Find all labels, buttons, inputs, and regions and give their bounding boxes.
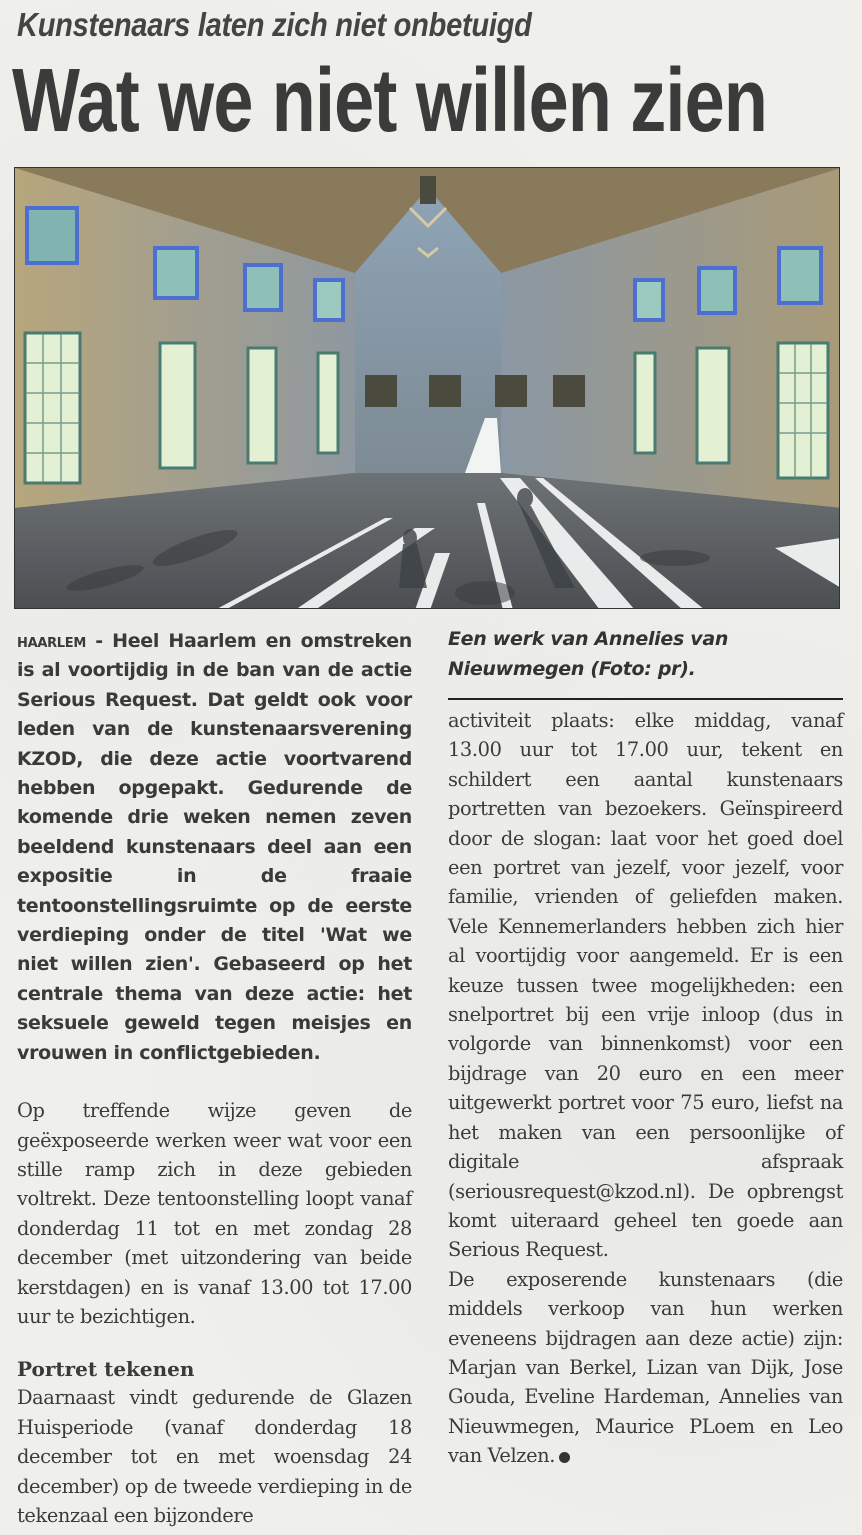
body-paragraph-2: Op treffende wijze geven de geëxposeerde werken weer wat voor een stille ramp zich in deze gebieden voltrekt. Deze tentoonstelling loopt vanaf donderdag 11 tot en met zondag 28 december (met uitzondering van beide kerstdagen) en is vanaf 13.00 tot 17.00 uur te bezichtigen. xyxy=(17,1099,412,1328)
caption-divider xyxy=(448,698,843,700)
right-column xyxy=(448,624,843,684)
lead-paragraph xyxy=(17,627,412,1068)
body-paragraph-3-start: Daarnaast vindt gedurende de Glazen Huisperiode (vanaf donderdag 18 december tot en met woensdag 24 december) op de tweede verdieping in de tekenzaal een bijzondere xyxy=(17,1386,412,1527)
body-paragraph-4 xyxy=(448,1265,843,1471)
article-photo xyxy=(14,167,840,609)
section-heading-portret-tekenen: Portret tekenen xyxy=(17,1357,195,1382)
body-paragraph-3-continued: activiteit plaats: elke middag, vanaf 13.00 uur tot 17.00 uur, tekent en schildert een aantal kunstenaars portretten van bezoekers. Geïnspireerd door de slogan: laat voor het goed doel een portret van jezelf, voor jezelf, voor familie, vrienden of geliefden maken. Vele Kennemerlanders hebben zich hier al voortijdig voor aangemeld. Er is een keuze tussen twee mogelijkheden: een snelportret bij een vrije inloop (dus in volgorde van binnenkomst) voor een bijdrage van 20 euro en een meer uitgewerkt portret voor 75 euro, liefst na het maken van een persoonlijke of digitale afspraak (seriousrequest@kzod.nl). De opbrengst komt uiteraard geheel ten goede aan Serious Request. xyxy=(448,709,843,1262)
end-of-article-bullet-icon xyxy=(559,1452,570,1463)
dateline: haarlem xyxy=(17,630,87,652)
article-subhead: Kunstenaars laten zich niet onbetuigd xyxy=(17,6,532,43)
left-column xyxy=(17,627,412,1530)
right-column-body xyxy=(448,706,843,1471)
artists-list-text: De exposerende kunstenaars (die middels verkoop van hun werken eveneens bijdragen aan deze actie) zijn: Marjan van Berkel, Lizan van Dijk, Jose Gouda, Eveline Hardeman, Annelies van Nieuwmegen, Maurice PLoem en Leo van Velzen. xyxy=(448,1267,843,1468)
photo-caption: Een werk van Annelies van Nieuwmegen (Foto: pr). xyxy=(448,628,729,680)
dateline-separator: - xyxy=(86,630,113,652)
article-headline: Wat we niet willen zien xyxy=(12,51,768,151)
lead-text: Heel Haarlem en omstreken is al voortijdig in de ban van de actie Serious Request. Dat geldt ook voor leden van de kunstenaarsverening KZOD, die deze actie voortvarend hebben opgepakt. Gedurende de komende drie weken nemen zeven beeldend kunstenaars deel aan een expositie in de fraaie tentoonstellingsruimte op de eerste verdieping onder de titel 'Wat we niet willen zien'. Gebaseerd op het centrale thema van deze actie: het seksuele geweld tegen meisjes en vrouwen in conflictgebieden. xyxy=(17,630,413,1064)
